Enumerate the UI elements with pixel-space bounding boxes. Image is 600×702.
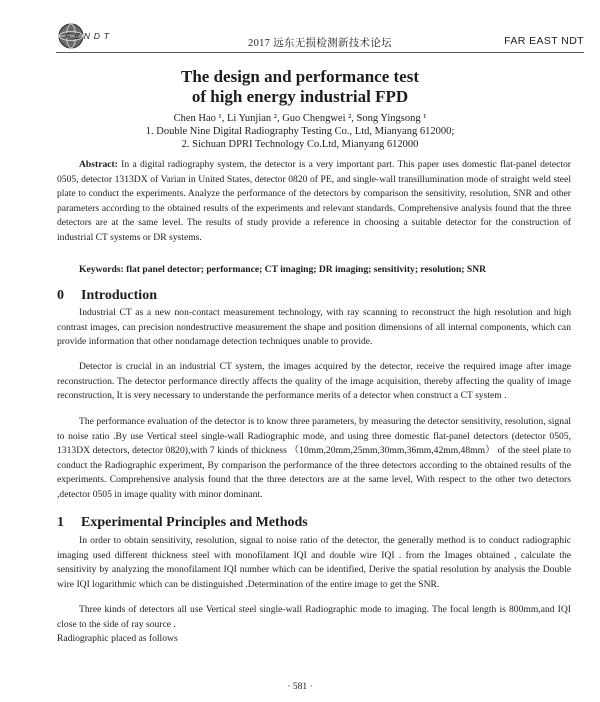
header-divider (56, 52, 584, 53)
affiliation-1: 1. Double Nine Digital Radiography Testing Co., Ltd, Mianyang 612000; (145, 126, 455, 137)
section-title: Experimental Principles and Methods (81, 515, 308, 530)
paper-title-line-1: The design and performance test (181, 67, 419, 86)
methods-paragraph-3: Radiographic placed as follows (57, 633, 178, 644)
conference-name: 2017 远东无损检测新技术论坛 (248, 38, 392, 49)
section-number: 0 (57, 288, 64, 303)
abstract-text: In a digital radiography system, the detector is a very important part. This paper uses domestic flat-panel detector 0505, detector 1313DX of Varian in United States, detector 0820 of PE, and single-wall transillumination mode of straight weld steel plate to conduct the experiments. Analyze the performance of the detectors by comparison the sensitivity, resolution, SNR and other parameters according to the obtained results of the experiments and relevant standards. Comprehensive analysis found that the three detectors are at the same level. The results of study provide a reference in choosing a suitable detector for the construction of industrial CT systems or DR systems. (57, 159, 571, 243)
affiliation-2: 2. Sichuan DPRI Technology Co.Ltd, Mianyang 612000 (181, 139, 419, 150)
logo-wordmark: FENDT (65, 31, 109, 41)
methods-paragraph-1: In order to obtain sensitivity, resolution, signal to noise ratio of the detector, the generally method is to conduct radiographic imaging used different thickness steel with monofilament IQI and double wire IQI . from the Images obtained , calculate the sensitivity by analyzing the monofilament IQI number which can be identified, Derive the spatial resolution by analysis the Double wire IQI logarithmic which can be distinguished .Determination of the entire image to get the SNR. (57, 535, 571, 590)
keywords: Keywords: flat panel detector; performance; CT imaging; DR imaging; sensitivity; resolution; SNR (79, 264, 487, 275)
intro-paragraph-2: Detector is crucial in an industrial CT system, the images acquired by the detector, receive the required image after image reconstruction. The detector performance directly affects the quality of the image acquisition, thereby affecting the quality of image reconstruction, It is very necessary to understande the performance merits of a detector when construct a CT system . (57, 361, 571, 402)
brand-name: FAR EAST NDT (504, 35, 584, 47)
abstract (57, 158, 571, 246)
running-header (56, 22, 584, 52)
author-list: Chen Hao ¹, Li Yunjian ², Guo Chengwei ², Song Yingsong ¹ (173, 113, 427, 124)
page-number: · 581 · (287, 682, 313, 692)
section-heading-methods (57, 515, 308, 531)
intro-paragraph-3: The performance evaluation of the detector is to know three parameters, by measuring the detector sensitivity, resolution, signal to noise ratio .By use Vertical steel single-wall Radiographic mode, and using three domestic flat-panel detectors (detector 0505, 1313DX detectors, detector 0820),with 7 kinds of thickness （10mm,20mm,25mm,30mm,36mm,42mm,48mm） of the steel plate to conduct the Radiographic experiment, By comparison the performance of the three detectors according to the obtained results of the experiments. Comprehensive analysis found that the three detectors are at the same level, With respect to the other two detectors ,detector 0505 in image quality with minor dominant. (57, 416, 571, 500)
section-number: 1 (57, 515, 64, 530)
intro-paragraph-1: Industrial CT as a new non-contact measurement technology, with ray scanning to reconstruct the high resolution and high contrast images, can precision nondestructive measurement the shape and position dimensions of all internal components, which can provide information that other nondamage detection techniques unable to provide. (57, 307, 571, 348)
abstract-label: Abstract: (79, 159, 118, 170)
section-heading-introduction (57, 288, 157, 304)
paper-title-line-2: of high energy industrial FPD (191, 87, 409, 106)
section-title: Introduction (81, 288, 157, 303)
methods-paragraph-2: Three kinds of detectors all use Vertical steel single-wall Radiographic mode to imaging. The focal length is 800mm,and IQI close to the side of ray source . (57, 604, 571, 630)
